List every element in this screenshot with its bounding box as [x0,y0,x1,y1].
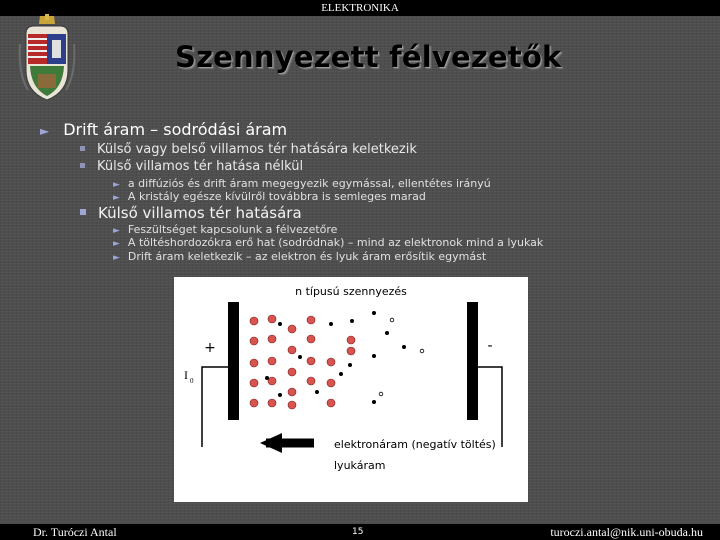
arrow-bullet-icon: ► [113,239,120,249]
slide-title: Szennyezett félvezetők [175,40,562,74]
current-label: I [184,368,188,382]
square-bullet-icon [80,209,86,215]
bullet-sub2-text: Külső villamos tér hatása nélkül [97,159,304,174]
square-bullet-icon [80,163,85,168]
square-bullet-icon [80,146,85,151]
bullet-sub2 [80,159,303,174]
hole-current-label: lyukáram [334,459,386,472]
bullet-sub3-item: ► A töltéshordozókra erő hat (sodródnak) – mind az elektronok mind a lyukak [113,236,544,249]
arrow-bullet-icon: ► [113,193,120,203]
arrow-bullet-icon: ► [113,180,120,190]
bullet-sub3-item: ► Feszültséget kapcsolunk a félvezetőre [113,223,338,236]
diagram-title: n típusú szennyezés [295,285,407,298]
arrow-bullet-icon: ► [113,226,120,236]
footer-author: Dr. Turóczi Antal [33,525,117,539]
bullet-main-text: Drift áram – sodródási áram [63,120,288,139]
bullet-sub1-text: Külső vagy belső villamos tér hatására keletkezik [97,142,417,157]
bullet-sub2-item: ► a diffúziós és drift áram megegyezik egymással, ellentétes irányú [113,177,491,190]
minus-terminal-label: - [487,338,493,354]
coat-of-arms-icon [18,14,76,102]
arrow-bullet-icon: ► [113,253,120,263]
page-number: 15 [352,527,364,537]
footer-email: turoczi.antal@nik.uni-obuda.hu [550,525,703,539]
bullet-sub3-text: Külső villamos tér hatására [98,204,302,222]
plus-terminal-label: + [204,340,216,356]
drift-current-diagram [174,277,528,502]
bullet-main [40,120,287,139]
electron-current-arrow-icon [260,433,282,453]
bullet-sub3 [80,204,302,222]
current-subscript: 0 [190,377,194,385]
electron-current-label: elektronáram (negatív töltés) [334,438,496,451]
diagram-canvas [174,277,528,502]
arrow-bullet-icon: ► [40,124,50,138]
slide-header: ELEKTRONIKA [0,0,720,16]
bullet-sub1 [80,142,417,157]
slide-footer [0,524,720,540]
bullet-sub3-item: ► Drift áram keletkezik – az elektron és lyuk áram erősítik egymást [113,250,487,263]
bullet-sub2-item: ► A kristály egésze kívülről továbbra is semleges marad [113,190,426,203]
